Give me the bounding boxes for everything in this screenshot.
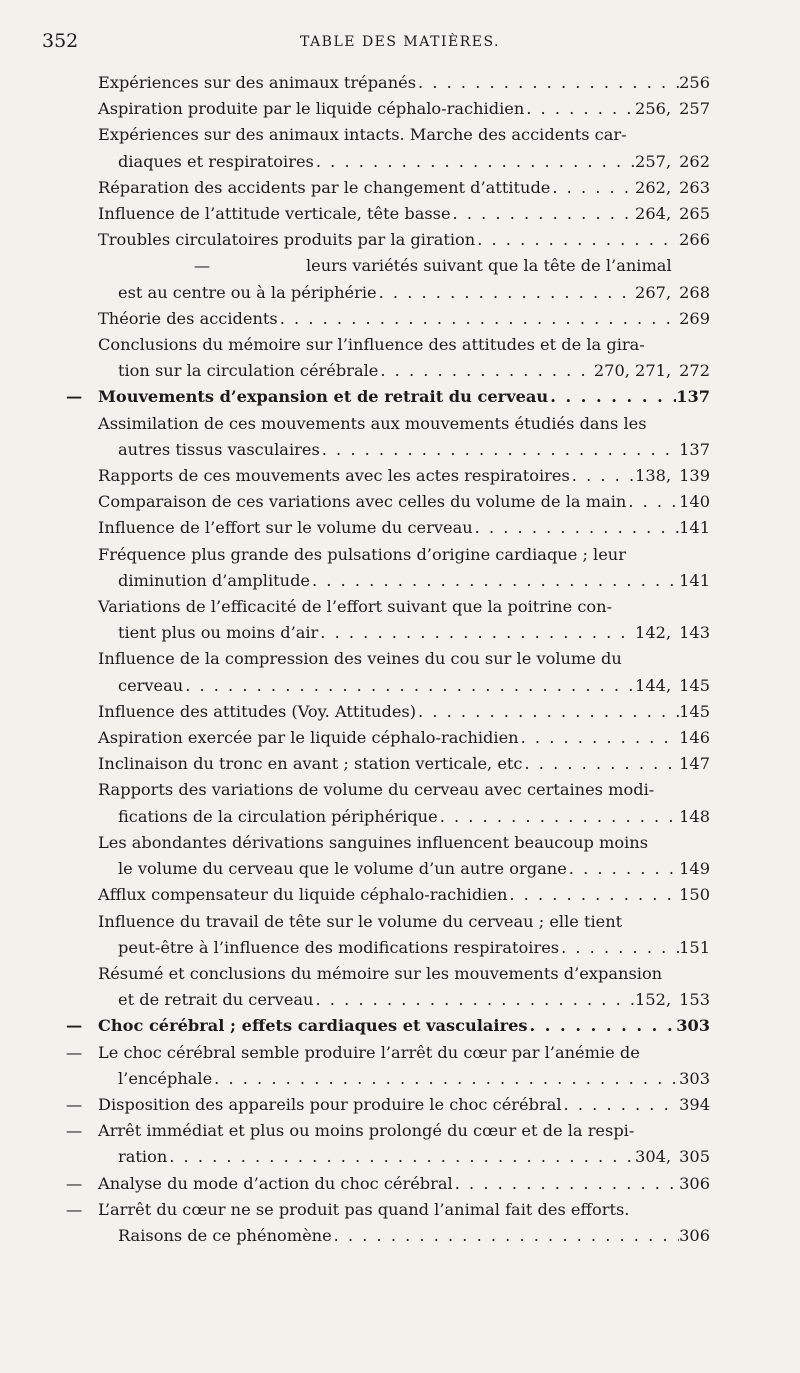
page-ref: 145 <box>679 701 710 721</box>
entry-text: fications de la circulation périphérique <box>118 806 438 826</box>
toc-line <box>98 594 710 620</box>
leader-dots <box>378 358 593 384</box>
leader-dots <box>451 201 636 227</box>
dash-marker: — <box>66 387 83 407</box>
page-ref: 256 <box>679 73 710 92</box>
page-ref: 144, <box>635 675 672 695</box>
leader-dots <box>314 149 635 175</box>
leader-dots <box>278 306 679 332</box>
page-ref: 272 <box>679 361 710 381</box>
entry-text: L’arrêt du cœur ne se produit pas quand l’animal fait des efforts. <box>98 1199 630 1219</box>
toc-entry <box>98 253 710 305</box>
toc-entry <box>98 594 710 646</box>
page-ref: 303 <box>676 1016 710 1036</box>
leader-dots <box>475 227 679 253</box>
leader-dots <box>438 804 679 830</box>
toc-entry <box>66 1040 710 1092</box>
entry-text: cerveau <box>118 675 184 695</box>
toc-entry <box>98 909 710 961</box>
toc-entry <box>98 646 710 698</box>
toc-line <box>66 1013 710 1039</box>
entry-text: Comparaison de ces variations avec celles du volume de la main <box>98 492 627 512</box>
page-ref: 263 <box>679 177 710 197</box>
page-ref: 151 <box>679 937 710 957</box>
toc-entry <box>98 515 710 541</box>
table-of-contents <box>66 70 710 1249</box>
page-ref: 152, <box>635 990 672 1010</box>
toc-line <box>98 122 710 148</box>
entry-text: Aspiration produite par le liquide céphalo-rachidien <box>98 99 525 119</box>
toc-line <box>98 568 710 594</box>
entry-text: Assimilation de ces mouvements aux mouvements étudiés dans les <box>98 413 647 433</box>
page-ref: 147 <box>679 754 710 774</box>
toc-line <box>98 542 710 568</box>
toc-line <box>98 411 710 437</box>
toc-line <box>98 1144 710 1170</box>
page-ref: 262 <box>679 151 710 171</box>
page-ref: 265 <box>679 204 710 224</box>
page-ref: 306 <box>679 1225 710 1245</box>
page-ref: 264, <box>635 204 672 224</box>
dash-marker: — <box>66 1121 83 1141</box>
toc-line <box>98 253 710 279</box>
entry-text: Disposition des appareils pour produire le choc cérébral <box>98 1094 562 1114</box>
entry-text: Raisons de ce phénomène <box>118 1225 332 1245</box>
toc-line <box>98 646 710 672</box>
toc-entry <box>98 96 710 122</box>
toc-entry <box>66 1118 710 1170</box>
page-number: 352 <box>42 30 79 52</box>
toc-line <box>98 909 710 935</box>
toc-line <box>98 280 710 306</box>
entry-text: Rapports de ces mouvements avec les actes respiratoires <box>98 466 570 486</box>
leader-dots <box>507 882 679 908</box>
page-ref: 257, <box>635 151 672 171</box>
leader-dots <box>626 489 679 515</box>
toc-line <box>98 673 710 699</box>
entry-text: Rapports des variations de volume du cerveau avec certaines modi- <box>98 780 655 800</box>
entry-text: Influence des attitudes (Voy. Attitudes) <box>98 701 417 721</box>
leader-dots <box>332 1223 679 1249</box>
toc-entry <box>98 201 710 227</box>
leader-dots <box>548 384 676 410</box>
entry-text: Analyse du mode d’action du choc cérébral <box>98 1173 453 1193</box>
toc-line <box>98 882 710 908</box>
leader-dots <box>318 620 635 646</box>
leader-dots <box>416 699 679 725</box>
page-ref: 394 <box>679 1094 710 1114</box>
leader-dots <box>310 568 679 594</box>
entry-text: Fréquence plus grande des pulsations d’origine cardiaque ; leur <box>98 544 626 564</box>
page-ref: 269 <box>679 308 710 328</box>
dash-marker: — <box>66 1042 83 1062</box>
toc-line <box>98 201 710 227</box>
entry-text: ration <box>118 1147 168 1167</box>
entry-text: et de retrait du cerveau <box>118 990 314 1010</box>
entry-text: Conclusions du mémoire sur l’influence des attitudes et de la gira- <box>98 335 645 355</box>
leader-dots <box>528 1013 677 1039</box>
leader-dots <box>522 751 679 777</box>
toc-line <box>98 175 710 201</box>
toc-entry <box>98 411 710 463</box>
toc-line <box>98 725 710 751</box>
page-ref: 143 <box>679 623 710 643</box>
toc-line <box>98 306 710 332</box>
toc-line <box>98 149 710 175</box>
toc-entry <box>98 332 710 384</box>
toc-line <box>98 227 710 253</box>
entry-text: Expériences sur des animaux trépanés <box>98 73 417 92</box>
toc-line <box>98 777 710 803</box>
page-ref: 149 <box>679 859 710 879</box>
page-ref: 268 <box>679 282 710 302</box>
dash-marker: — <box>66 1016 83 1036</box>
running-head: TABLE DES MATIÈRES. <box>300 34 500 50</box>
toc-line <box>98 961 710 987</box>
toc-entry <box>66 1197 710 1249</box>
page-ref: 150 <box>679 885 710 905</box>
toc-line <box>98 830 710 856</box>
entry-text: Choc cérébral ; effets cardiaques et vasculaires <box>98 1016 528 1036</box>
toc-entry <box>98 70 710 96</box>
page-ref: 142, <box>635 623 672 643</box>
entry-text: tient plus ou moins d’air <box>118 623 319 643</box>
entry-text: Inclinaison du tronc en avant ; station verticale, etc <box>98 754 523 774</box>
page-ref: 257 <box>679 99 710 119</box>
page-ref: 146 <box>679 728 710 748</box>
entry-text: Théorie des accidents <box>98 308 278 328</box>
page-ref: 148 <box>679 806 710 826</box>
entry-text: Influence de la compression des veines du cou sur le volume du <box>98 649 622 669</box>
toc-line <box>98 463 710 489</box>
leader-dots <box>320 437 679 463</box>
page-ref: 262, <box>635 177 672 197</box>
entry-text: le volume du cerveau que le volume d’un autre organe <box>118 859 567 879</box>
leader-dots <box>167 1144 635 1170</box>
toc-line <box>98 437 710 463</box>
toc-line <box>98 620 710 646</box>
toc-line <box>98 96 710 122</box>
toc-line <box>98 935 710 961</box>
leader-dots <box>570 463 635 489</box>
page-ref: 267, <box>635 282 672 302</box>
page-ref: 306 <box>679 1173 710 1193</box>
page-ref: 141 <box>679 518 710 538</box>
toc-line <box>66 1197 710 1223</box>
toc-line <box>66 1118 710 1144</box>
entry-text: Mouvements d’expansion et de retrait du cerveau <box>98 387 549 407</box>
entry-text: Influence de l’attitude verticale, tête basse <box>98 204 451 224</box>
entry-text: Arrêt immédiat et plus ou moins prolongé du cœur et de la respi- <box>98 1121 635 1141</box>
toc-entry <box>98 489 710 515</box>
leader-dots <box>313 987 635 1013</box>
toc-line <box>98 1066 710 1092</box>
entry-text: Aspiration exercée par le liquide céphalo-rachidien <box>98 728 519 748</box>
dash-marker: — <box>66 1173 83 1193</box>
dash-marker: — <box>66 1094 83 1114</box>
entry-text: Influence de l’effort sur le volume du cerveau <box>98 518 473 538</box>
toc-entry <box>98 175 710 201</box>
toc-entry <box>98 306 710 332</box>
dash-marker: — <box>66 1199 83 1219</box>
entry-text: Résumé et conclusions du mémoire sur les mouvements d’expansion <box>98 963 663 983</box>
entry-text: Le choc cérébral semble produire l’arrêt du cœur par l’anémie de <box>98 1042 640 1062</box>
toc-line <box>98 332 710 358</box>
toc-line <box>66 1171 710 1197</box>
toc-line <box>66 1040 710 1066</box>
leader-dots <box>453 1171 679 1197</box>
entry-text: autres tissus vasculaires <box>118 439 320 459</box>
page-ref: 270, 271, <box>593 361 672 381</box>
entry-text: Afflux compensateur du liquide céphalo-rachidien <box>98 885 508 905</box>
toc-entry <box>98 463 710 489</box>
toc-line <box>98 856 710 882</box>
page-ref: 140 <box>679 492 710 512</box>
page-ref: 141 <box>679 570 710 590</box>
entry-text: Expériences sur des animaux intacts. Marche des accidents car- <box>98 125 627 145</box>
toc-line <box>98 1223 710 1249</box>
toc-entry <box>66 384 710 410</box>
entry-text: diminution d’amplitude <box>118 570 311 590</box>
page-ref: 145 <box>679 675 710 695</box>
toc-line <box>98 70 710 96</box>
toc-entry <box>98 542 710 594</box>
page-ref: 305 <box>679 1147 710 1167</box>
toc-entry <box>98 777 710 829</box>
toc-line <box>98 987 710 1013</box>
leader-dots <box>212 1066 679 1092</box>
toc-entry <box>98 725 710 751</box>
page-ref: 139 <box>679 466 710 486</box>
entry-text: diaques et respiratoires <box>118 151 314 171</box>
page-ref: 303 <box>679 1068 710 1088</box>
toc-line <box>98 751 710 777</box>
toc-entry <box>98 830 710 882</box>
entry-text: l’encéphale <box>118 1068 213 1088</box>
toc-line <box>66 1092 710 1118</box>
toc-line <box>98 804 710 830</box>
toc-entry <box>98 961 710 1013</box>
leader-dots <box>524 96 635 122</box>
toc-entry <box>98 122 710 174</box>
entry-text: Troubles circulatoires produits par la giration <box>98 230 476 250</box>
toc-entry <box>98 882 710 908</box>
leader-dots <box>377 280 635 306</box>
toc-line <box>98 489 710 515</box>
entry-text: est au centre ou à la périphérie <box>118 282 377 302</box>
entry-text: Variations de l’efficacité de l’effort suivant que la poitrine con- <box>98 597 613 617</box>
ditto-mark: — <box>193 256 211 276</box>
toc-line <box>66 384 710 410</box>
toc-entry <box>66 1171 710 1197</box>
toc-line <box>98 358 710 384</box>
leader-dots <box>473 515 679 541</box>
entry-text: Influence du travail de tête sur le volume du cerveau ; elle tient <box>98 911 623 931</box>
page-ref: 304, <box>635 1147 672 1167</box>
page-ref: 138, <box>635 466 672 486</box>
entry-text: peut-être à l’influence des modifications respiratoires <box>118 937 560 957</box>
toc-entry <box>98 227 710 253</box>
toc-entry <box>98 699 710 725</box>
toc-entry <box>66 1092 710 1118</box>
leader-dots <box>519 725 679 751</box>
toc-line <box>98 699 710 725</box>
page-ref: 256, <box>635 99 672 119</box>
leader-dots <box>567 856 679 882</box>
leader-dots <box>550 175 635 201</box>
toc-entry <box>98 751 710 777</box>
leader-dots <box>183 673 635 699</box>
toc-entry <box>66 1013 710 1039</box>
page-ref: 137 <box>676 387 710 407</box>
entry-text: leurs variétés suivant que la tête de l’animal <box>306 256 672 276</box>
entry-text: Réparation des accidents par le changement d’attitude <box>98 177 551 197</box>
leader-dots <box>559 935 679 961</box>
page-ref: 137 <box>679 439 710 459</box>
entry-text: Les abondantes dérivations sanguines influencent beaucoup moins <box>98 832 649 852</box>
leader-dots <box>562 1092 680 1118</box>
page-ref: 266 <box>679 230 710 250</box>
entry-text: tion sur la circulation cérébrale <box>118 361 379 381</box>
leader-dots <box>416 70 679 96</box>
toc-line <box>98 515 710 541</box>
page-ref: 153 <box>679 990 710 1010</box>
